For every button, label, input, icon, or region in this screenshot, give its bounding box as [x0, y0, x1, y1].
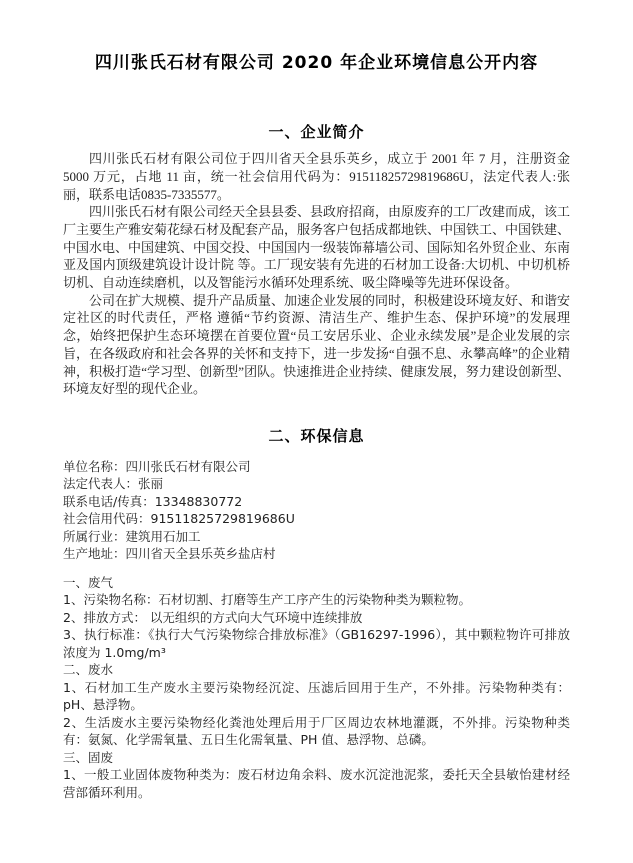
company-info-block: [63, 458, 570, 563]
intro-paragraph-2: 四川张氏石材有限公司经天全县县委、县政府招商，由原废弃的工厂改建而成，该工厂主要生产雅安菊花绿石材及配套产品，服务客户包括成都地铁、中国铁工、中国铁建、中国水电、中国建筑、中国交投、中国国内一级装饰幕墙公司、国际知名外贸企业、东南亚及国内顶级建筑设计设计院 等。工厂现安装有先进的石材加工设备:大切机、中切机桥切机、自动连续磨机，以及智能污水循环处理系统、吸尘降噪等先进环保设备。: [63, 204, 571, 291]
info-line-address: 生产地址：四川省天全县乐英乡盐店村: [63, 546, 276, 562]
subsection-waste-water: [63, 661, 570, 749]
subsection-item: 2、排放方式： 以无组织的方式向大气环境中连续排放: [63, 609, 363, 625]
subsection-item: 1、一般工业固体废物种类为：废石材边角余料、废水沉淀池泥浆，委托天全县敏怡建材经营部循环利用。: [63, 767, 570, 800]
subsection-item: 1、污染物名称：石材切割、打磨等生产工序产生的污染物种类为颗粒物。: [63, 592, 471, 608]
subsection-item: 2、生活废水主要污染物经化粪池处理后用于厂区周边农林地灌溉，不外排。污染物种类有：氨氮、化学需氧量、五日生化需氧量、PH 值、悬浮物、总磷。: [63, 714, 570, 748]
subsection-solid-waste: [63, 749, 570, 802]
section-heading-env: 二、环保信息: [268, 426, 365, 445]
subsection-waste-gas: [63, 574, 570, 662]
section-heading-intro: 一、企业简介: [268, 123, 365, 142]
intro-paragraph-1: 四川张氏石材有限公司位于四川省天全县乐英乡，成立于 2001 年 7 月，注册资金 5000 万元，占地 11 亩，统一社会信用代码为：91511825729819686U，法定代表人:张丽，联系电话0835-7335577。: [63, 151, 570, 202]
subsection-title: 一、废气: [63, 574, 114, 590]
intro-section: [63, 150, 570, 398]
subsection-item: 3、执行标准：《执行大气污染物综合排放标准》（GB16297-1996），其中颗粒物许可排放浓度为 1.0mg/m³: [63, 627, 570, 660]
intro-paragraph-3: 公司在扩大规模、提升产品质量、加速企业发展的同时，积极建设环境友好、和谐安定社区的时代责任，严格 遵循“节约资源、清洁生产、维护生态、保护环境”的发展理念，始终把保护生态环境摆在首要位置“员工安居乐业、企业永续发展”是企业发展的宗旨，在各级政府和社会各界的关怀和支持下，进一步发扬“自强不息、永攀高峰”的企业精神，积极打造“学习型、创新型”团队。快速推进企业持续、健康发展，努力建设创新型、环境友好型的现代企业。: [63, 292, 571, 397]
env-subsections: [63, 574, 570, 802]
info-line-industry: 所属行业：建筑用石加工: [63, 528, 201, 544]
doc-title: 四川张氏石材有限公司 2020 年企业环境信息公开内容: [94, 53, 539, 73]
env-section: [63, 458, 570, 802]
subsection-title: 三、固废: [63, 749, 114, 765]
subsection-title: 二、废水: [63, 662, 114, 678]
info-line-phone-fax: 联系电话/传真：13348830772: [63, 493, 243, 509]
info-line-credit-code: 社会信用代码：91511825729819686U: [63, 511, 295, 527]
info-line-company-name: 单位名称：四川张氏石材有限公司: [63, 458, 251, 474]
info-line-legal-representative: 法定代表人：张丽: [63, 476, 164, 492]
subsection-item: 1、石材加工生产废水主要污染物经沉淀、压滤后回用于生产，不外排。污染物种类有：pH、悬浮物。: [63, 679, 570, 713]
